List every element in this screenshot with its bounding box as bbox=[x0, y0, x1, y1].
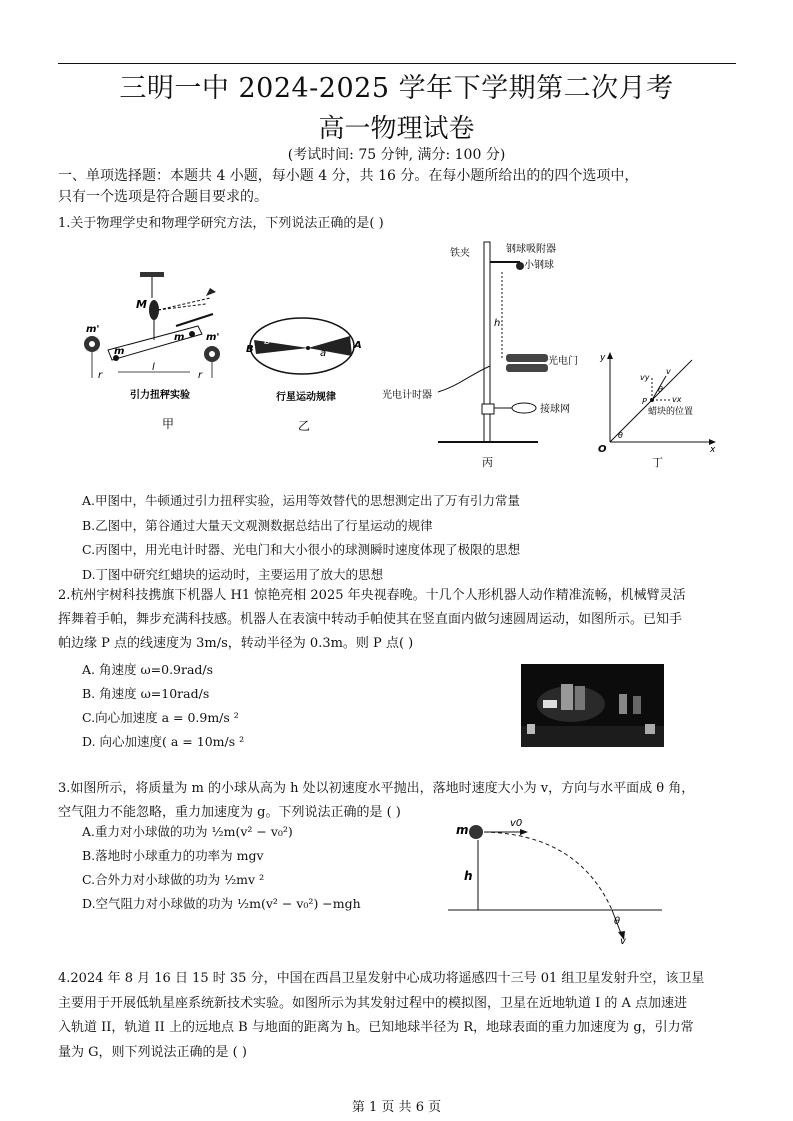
light-ray bbox=[158, 304, 206, 310]
option-B: B.乙图中，第谷通过大量天文观测数据总结出了行星运动的规律 bbox=[82, 517, 433, 533]
exam-info: (考试时间: 75 分钟, 满分: 100 分) bbox=[287, 147, 506, 163]
caption-kepler: 行星运动规律 bbox=[276, 392, 336, 403]
label-l: l bbox=[152, 362, 155, 373]
label-theta-2: θ bbox=[618, 431, 623, 440]
ball bbox=[469, 825, 483, 839]
label-m-prime-right: m' bbox=[206, 332, 220, 343]
light-ray-2 bbox=[158, 298, 210, 310]
mirror bbox=[149, 300, 159, 320]
robot-figure bbox=[561, 684, 573, 710]
option-A: A.甲图中，牛顿通过引力扭秤实验，运用等效替代的思想测定出了万有引力常量 bbox=[82, 493, 521, 508]
label-P: P bbox=[642, 397, 647, 406]
figure-name-jia: 甲 bbox=[162, 417, 175, 431]
instructions-line: 只有一个选项是符合题目要求的。 bbox=[58, 189, 268, 205]
option-C: C.丙图中，用光电计时器、光电门和大小很小的球测瞬时速度体现了极限的思想 bbox=[82, 542, 521, 557]
label-vx: vx bbox=[672, 395, 682, 404]
label-theta: θ bbox=[614, 916, 621, 927]
figure-photogate bbox=[378, 236, 600, 468]
question-3-options bbox=[82, 820, 361, 916]
label-m-right: m bbox=[174, 332, 185, 343]
label-theta-1: θ bbox=[658, 385, 663, 394]
label-gate: 光电门 bbox=[548, 356, 578, 367]
photogate-bottom bbox=[506, 364, 548, 372]
figure-name-bing: 丙 bbox=[482, 456, 493, 468]
exam-subtitle: 高一物理试卷 bbox=[318, 114, 475, 144]
section-instructions bbox=[58, 166, 748, 208]
label-timer: 光电计时器 bbox=[382, 390, 432, 401]
question-1-options bbox=[82, 489, 520, 587]
stem-line: 2.杭州宇树科技携旗下机器人 H1 惊艳亮相 2025 年央视春晚。十几个人形机器人动作精准流畅，机械臂灵活 bbox=[58, 588, 686, 603]
clamp-block bbox=[482, 404, 494, 414]
option-B: B.落地时小球重力的功率为 mgv bbox=[82, 848, 264, 863]
option-C: C.向心加速度 a = 0.9m/s ² bbox=[82, 710, 239, 725]
label-r-right: r bbox=[198, 370, 203, 381]
label-h: h bbox=[494, 318, 501, 329]
top-rule bbox=[58, 63, 736, 64]
label-b: b bbox=[264, 336, 271, 347]
label-m-left: m bbox=[114, 346, 125, 357]
option-D: D.空气阻力对小球做的功为 ½m(v² − v₀²) −mgh bbox=[82, 896, 361, 911]
small-ball-right bbox=[189, 331, 195, 337]
ceiling-mount bbox=[140, 272, 164, 277]
label-x: x bbox=[710, 445, 716, 455]
instructions-line: 一、单项选择题：本题共 4 小题，每小题 4 分，共 16 分。在每小题所给出的的四个选项中， bbox=[58, 168, 639, 184]
label-v: v bbox=[620, 936, 626, 946]
stem-line: 主要用于开展低轨星座系统新技术实验。如图所示为其发射过程中的模拟图，卫星在近地轨道 I 的 A 点加速进 bbox=[58, 995, 688, 1011]
label-O: O bbox=[598, 444, 607, 455]
label-net: 接球网 bbox=[540, 404, 570, 415]
point-P bbox=[650, 398, 654, 402]
robot-performance-photo bbox=[521, 664, 664, 747]
label-A: A bbox=[354, 340, 362, 351]
figure-name-ding: 丁 bbox=[652, 456, 663, 469]
scale bbox=[176, 314, 213, 326]
label-clamp: 铁夹 bbox=[450, 248, 470, 259]
label-vy: vy bbox=[640, 373, 650, 382]
figure-candle-motion bbox=[596, 352, 720, 470]
stem-line: 4.2024 年 8 月 16 日 15 时 35 分，中国在西昌卫星发射中心成功将遥感四十三号 01 组卫星发射升空，该卫星 bbox=[58, 971, 705, 986]
caption-torsion: 引力扭秤实验 bbox=[130, 390, 190, 401]
label-v0: v0 bbox=[510, 818, 523, 829]
stem-line: 挥舞着手帕，舞步充满科技感。机器人在表演中转动手帕使其在竖直面内做匀速圆周运动，如图所示。已知手 bbox=[58, 612, 683, 627]
lamp bbox=[206, 288, 216, 296]
stem-line: 入轨道 II，轨道 II 上的远地点 B 与地面的距离为 h。已知地球半径为 R，地球表面的重力加速度为 g，引力常 bbox=[58, 1020, 694, 1035]
label-a: a bbox=[320, 348, 327, 359]
label-v: v bbox=[666, 367, 671, 376]
cable bbox=[438, 366, 490, 392]
figure-kepler bbox=[246, 310, 366, 435]
sector-a bbox=[308, 336, 352, 356]
label-ball: 小钢球 bbox=[524, 260, 554, 271]
figure-torsion-balance bbox=[78, 268, 238, 433]
sun bbox=[306, 346, 310, 350]
trajectory bbox=[484, 832, 612, 910]
figure-name-yi: 乙 bbox=[298, 419, 311, 433]
option-C: C.合外力对小球做的功为 ½mv ² bbox=[82, 872, 265, 887]
question-1-stem: 1.关于物理学史和物理学研究方法，下列说法正确的是( ) bbox=[58, 216, 384, 231]
label-m-prime-left: m' bbox=[86, 324, 100, 335]
label-position: 蜡块的位置 bbox=[648, 407, 694, 417]
stem-line: 空气阻力不能忽略，重力加速度为 g。下列说法正确的是 ( ) bbox=[58, 805, 401, 820]
stem-line: 量为 G，则下列说法正确的是 ( ) bbox=[58, 1044, 247, 1060]
label-r-left: r bbox=[98, 370, 103, 381]
photogate-top bbox=[506, 354, 548, 362]
steel-ball bbox=[516, 262, 524, 270]
label-m: m bbox=[456, 823, 469, 837]
sector-b bbox=[254, 340, 308, 354]
label-B: B bbox=[246, 344, 254, 355]
option-D: D. 向心加速度( a = 10m/s ² bbox=[82, 734, 245, 749]
option-A: A.重力对小球做的功为 ½m(v² − v₀²) bbox=[82, 824, 293, 839]
option-B: B. 角速度 ω=10rad/s bbox=[82, 686, 210, 701]
label-adsorber: 钢球吸附器 bbox=[506, 244, 556, 255]
exam-title: 三明一中 2024-2025 学年下学期第二次月考 bbox=[119, 73, 674, 104]
figure-projectile bbox=[448, 812, 668, 946]
label-y: y bbox=[600, 353, 606, 363]
catch-net bbox=[512, 403, 536, 413]
page-number: 第 1 页 共 6 页 bbox=[351, 1100, 442, 1115]
question-2-stem bbox=[58, 584, 748, 656]
stem-line: 3.如图所示，将质量为 m 的小球从高为 h 处以初速度水平抛出，落地时速度大小为 v，方向与水平面成 θ 角， bbox=[58, 781, 695, 796]
label-M: M bbox=[136, 298, 147, 311]
option-A: A. 角速度 ω=0.9rad/s bbox=[82, 662, 214, 677]
question-2-options bbox=[82, 658, 244, 754]
stem-line: 帕边缘 P 点的线速度为 3m/s，转动半径为 0.3m。则 P 点( ) bbox=[58, 636, 414, 651]
label-h: h bbox=[464, 869, 473, 883]
question-4-stem bbox=[58, 967, 748, 1065]
option-D: D.丁图中研究红蜡块的运动时，主要运用了放大的思想 bbox=[82, 566, 384, 582]
